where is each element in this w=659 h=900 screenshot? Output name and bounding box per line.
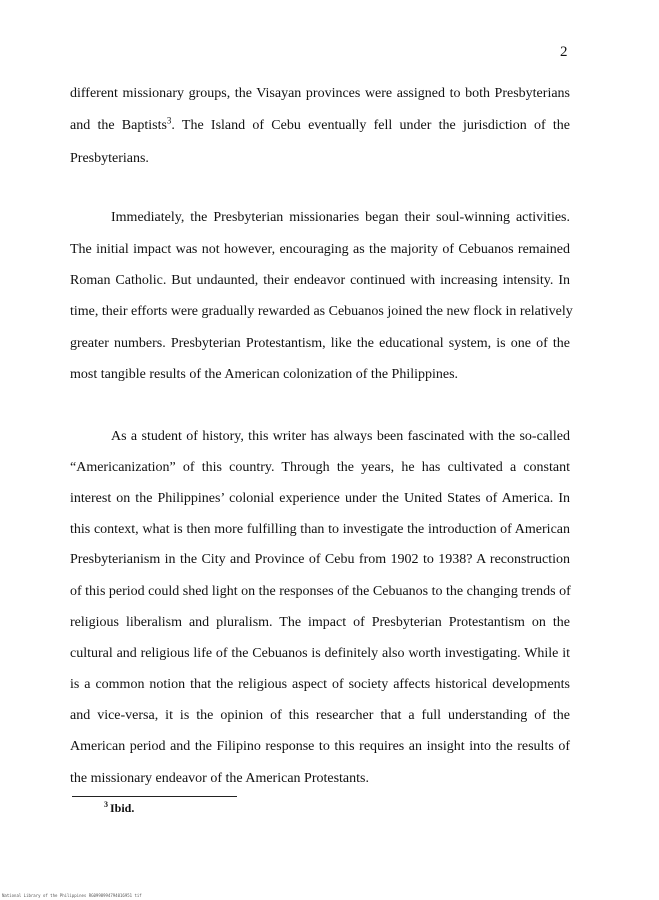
text-line: interest on the Philippines’ colonial experience under the United States of America. In <box>70 491 570 506</box>
text-line: and vice-versa, it is the opinion of this researcher that a full understanding of the <box>70 708 570 723</box>
text-line: religious liberalism and pluralism. The impact of Presbyterian Protestantism on the <box>70 615 570 630</box>
footnote-marker: 3 <box>104 800 108 809</box>
footnote <box>104 801 134 816</box>
text-line: different missionary groups, the Visayan provinces were assigned to both Presbyterians <box>70 86 570 101</box>
text-line: Roman Catholic. But undaunted, their endeavor continued with increasing intensity. In <box>70 273 570 288</box>
text-line: is a common notion that the religious aspect of society affects historical developments <box>70 677 570 692</box>
text-line: Immediately, the Presbyterian missionaries began their soul-winning activities. <box>111 210 570 225</box>
footnote-text: Ibid. <box>110 801 135 815</box>
text-line: and the Baptists$^3$. The Island of Cebu eventually fell under the jurisdiction of the <box>70 115 570 133</box>
text-line: cultural and religious life of the Cebuanos is definitely also worth investigating. While it <box>70 646 570 661</box>
footnote-reference: 3 <box>166 115 172 126</box>
text-line: American period and the Filipino response to this requires an insight into the results of <box>70 739 570 754</box>
text-line: most tangible results of the American colonization of the Philippines. <box>70 367 459 382</box>
text-line: greater numbers. Presbyterian Protestantism, like the educational system, is one of the <box>70 336 570 351</box>
text-line: this context, what is then more fulfilling than to investigate the introduction of American <box>70 522 570 537</box>
text-line: “Americanization” of this country. Through the years, he has cultivated a constant <box>70 460 570 475</box>
text-span: The Island of Cebu eventually fell under the jurisdiction of the <box>174 118 570 133</box>
text-line: of this period could shed light on the responses of the Cebuanos to the changing trends of <box>70 584 571 599</box>
text-line: Presbyterianism in the City and Province of Cebu from 1902 to 1938? A reconstruction <box>70 552 570 567</box>
page-number: 2 <box>560 44 568 60</box>
text-line: the missionary endeavor of the American Protestants. <box>70 771 369 786</box>
footnote-divider <box>72 796 237 797</box>
text-line: As a student of history, this writer has always been fascinated with the so-called <box>111 429 570 444</box>
text-line: Presbyterians. <box>70 151 149 166</box>
text-line: time, their efforts were gradually rewarded as Cebuanos joined the new flock in relatively <box>70 304 573 319</box>
text-line: The initial impact was not however, encouraging as the majority of Cebuanos remained <box>70 242 570 257</box>
scan-watermark: National Library of the Philippines RG0998994794016951 tif <box>2 893 142 898</box>
text-span: and the Baptists <box>70 118 167 133</box>
